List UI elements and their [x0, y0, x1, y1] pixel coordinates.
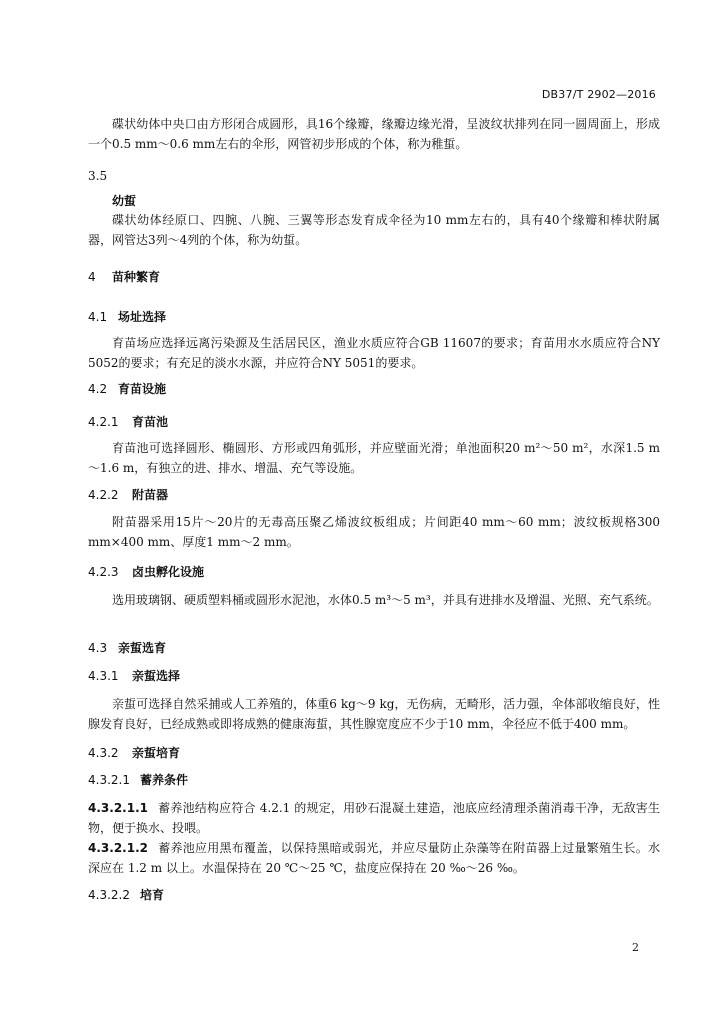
section-4-2-1-heading — [88, 414, 168, 430]
section-3-5-term: 幼蜇 — [112, 194, 137, 208]
section-4-3-2-2-number: 4.3.2.2 — [88, 888, 130, 902]
paragraph-youzhe: 碟状幼体经原口、四腕、八腕、三翼等形态发育成伞径为10 mm左右的，具有40个缘瓣和棒状附属器，网管达3列～4列的个体，称为幼蜇。 — [88, 213, 660, 247]
section-4-2-2-heading — [88, 487, 168, 503]
section-4-number: 4 — [88, 270, 96, 284]
section-4-3-2-title: 亲蜇培育 — [132, 746, 181, 760]
section-4-1-title: 场址选择 — [118, 310, 167, 324]
section-4-2-2-title: 附苗器 — [132, 488, 169, 502]
section-4-3-2-2-title: 培育 — [140, 888, 165, 902]
item-4-3-2-1-2 — [88, 838, 660, 878]
section-4-2-heading — [88, 381, 166, 397]
paragraph-4-2-2: 附苗器采用15片～20片的无毒高压聚乙烯波纹板组成；片间距40 mm～60 mm；波纹板规格300 mm×400 mm、厚度1 mm～2 mm。 — [88, 515, 660, 549]
section-4-2-3-number: 4.2.3 — [88, 565, 119, 579]
section-4-2-1-title: 育苗池 — [132, 415, 169, 429]
section-4-3-2-2-heading — [88, 887, 164, 903]
section-4-1-heading — [88, 309, 166, 325]
section-4-2-3-heading — [88, 564, 204, 580]
section-4-3-title: 亲蜇选育 — [118, 641, 167, 655]
section-4-2-title: 育苗设施 — [118, 382, 167, 396]
section-4-3-2-1-heading — [88, 772, 188, 788]
section-4-2-number: 4.2 — [88, 382, 108, 396]
item-4-3-2-1-1-text: 蓄养池结构应符合 4.2.1 的规定，用砂石混凝土建造，池底应经清理杀菌消毒干净，无敌害生物，便于换水、投喂。 — [88, 801, 660, 835]
section-4-2-2-number: 4.2.2 — [88, 488, 119, 502]
section-3-5-number: 3.5 — [88, 169, 108, 183]
paragraph-4-1: 育苗场应选择远离污染源及生活居民区，渔业水质应符合GB 11607的要求；育苗用水水质应符合NY 5052的要求；有充足的淡水水源，并应符合NY 5051的要求。 — [88, 336, 660, 370]
item-4-3-2-1-1 — [88, 798, 660, 838]
section-4-2-1-number: 4.2.1 — [88, 415, 119, 429]
section-4-3-1-number: 4.3.1 — [88, 669, 119, 683]
item-4-3-2-1-1-number: 4.3.2.1.1 — [88, 801, 148, 815]
section-4-2-3-title: 卤虫孵化设施 — [132, 565, 205, 579]
item-4-3-2-1-2-number: 4.3.2.1.2 — [88, 841, 148, 855]
section-4-3-1-title: 亲蜇选择 — [132, 669, 181, 683]
page-number: 2 — [632, 941, 639, 954]
paragraph-zhiti: 碟状幼体中央口由方形闭合成圆形，具16个缘瓣，缘瓣边缘光滑，呈波纹状排列在同一圆周面上，形成一个0.5 mm～0.6 mm左右的伞形，网管初步形成的个体，称为稚蜇。 — [88, 117, 660, 151]
standard-number: DB37/T 2902—2016 — [541, 88, 656, 101]
section-4-heading — [88, 269, 160, 285]
section-4-3-2-heading — [88, 745, 180, 761]
item-4-3-2-1-2-text: 蓄养池应用黑布覆盖，以保持黑暗或弱光，并应尽量防止杂藻等在附苗器上过量繁殖生长。水深应在 1.2 m 以上。水温保持在 20 ℃～25 ℃，盐度应保持在 20 ‰～26 ‰。 — [88, 841, 660, 875]
paragraph-4-2-3: 选用玻璃钢、硬质塑料桶或圆形水泥池，水体0.5 m³～5 m³，并具有进排水及增温、光照、充气系统。 — [112, 593, 659, 607]
section-4-3-heading — [88, 640, 166, 656]
section-4-1-number: 4.1 — [88, 310, 108, 324]
section-4-3-1-heading — [88, 668, 180, 684]
paragraph-4-3-1: 亲蜇可选择自然采捕或人工养殖的，体重6 kg～9 kg，无伤病，无畸形，活力强，伞体部收缩良好，性腺发育良好，已经成熟或即将成熟的健康海蜇，其性腺宽度应不少于10 mm，伞径应不低于400 mm。 — [88, 697, 660, 731]
paragraph-4-2-1: 育苗池可选择圆形、椭圆形、方形或四角弧形，并应壁面光滑；单池面积20 m²～50 m²，水深1.5 m～1.6 m，有独立的进、排水、增温、充气等设施。 — [88, 441, 660, 475]
section-4-3-2-1-title: 蓄养条件 — [140, 773, 189, 787]
section-4-3-2-number: 4.3.2 — [88, 746, 119, 760]
section-4-title: 苗种繁育 — [112, 270, 161, 284]
section-4-3-number: 4.3 — [88, 641, 108, 655]
section-4-3-2-1-number: 4.3.2.1 — [88, 773, 130, 787]
